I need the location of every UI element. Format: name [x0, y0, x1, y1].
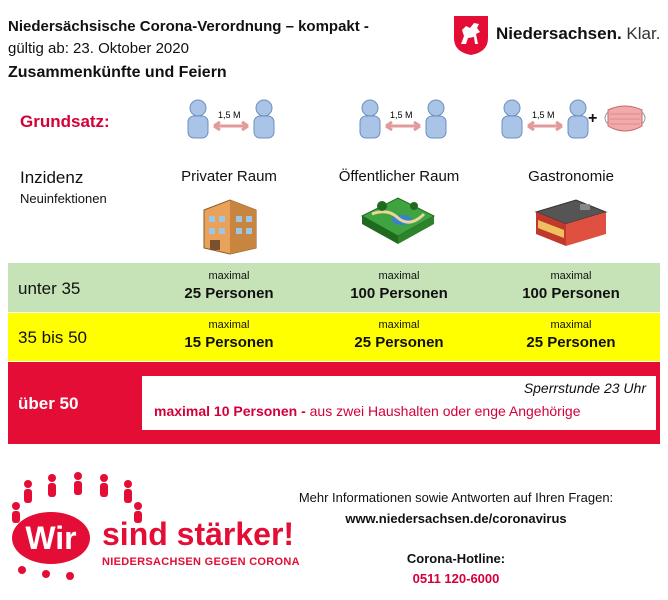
campaign-word-wir: Wir	[12, 512, 90, 564]
incidence-label: Inzidenz	[20, 168, 84, 187]
distance-label: 1,5 M	[390, 110, 413, 120]
document-title: Niedersächsische Corona-Verordnung – kompakt -	[8, 18, 369, 35]
park-icon	[358, 192, 438, 248]
distance-pictogram-gastro	[498, 96, 598, 142]
cell-private	[144, 270, 314, 302]
logo-wordmark	[496, 24, 660, 44]
hotline-label: Corona-Hotline:	[406, 551, 506, 566]
row-label: über 50	[18, 394, 79, 413]
document-subtitle: Zusammenkünfte und Feiern	[8, 64, 227, 81]
cell-gastro	[486, 319, 656, 351]
cell-public	[314, 270, 484, 302]
max-label: maximal	[208, 270, 250, 282]
apartment-building-icon	[196, 192, 266, 256]
hotline-number[interactable]: 0511 120-6000	[412, 571, 500, 586]
logo-name: Niedersachsen.	[496, 24, 622, 43]
restaurant-icon	[528, 192, 612, 250]
distance-pictogram-private	[184, 96, 284, 142]
max-persons: 25 Personen	[526, 334, 616, 351]
group-limit-text	[154, 403, 581, 419]
curfew-text: Sperrstunde 23 Uhr	[523, 380, 646, 396]
row-35-to-50	[8, 313, 660, 361]
row-label: unter 35	[18, 279, 81, 298]
max-label: maximal	[378, 319, 420, 331]
campaign-subline: NIEDERSACHSEN GEGEN CORONA	[102, 556, 300, 568]
row-over-50	[8, 362, 660, 444]
max-persons: 100 Personen	[350, 285, 448, 302]
face-mask-icon	[602, 100, 648, 138]
incidence-sublabel: Neuinfektionen	[20, 191, 107, 206]
niedersachsen-logo	[452, 14, 662, 56]
over-50-rules-box	[142, 376, 656, 430]
distance-label: 1,5 M	[218, 110, 241, 120]
row-label: 35 bis 50	[18, 328, 87, 347]
cell-private	[144, 319, 314, 351]
max-persons: 15 Personen	[184, 334, 274, 351]
info-url-link[interactable]: www.niedersachsen.de/coronavirus	[345, 511, 567, 526]
campaign-slogan: sind stärker!	[102, 516, 295, 552]
column-public-room: Öffentlicher Raum	[338, 168, 460, 185]
max-persons: 25 Personen	[184, 285, 274, 302]
distance-label: 1,5 M	[532, 110, 555, 120]
principle-label: Grundsatz:	[20, 112, 110, 131]
cell-public	[314, 319, 484, 351]
valid-from-date: gültig ab: 23. Oktober 2020	[8, 40, 189, 57]
more-info-text: Mehr Informationen sowie Antworten auf Ihren Fragen:	[298, 490, 614, 505]
column-private-room: Privater Raum	[181, 168, 277, 185]
group-limit-detail: aus zwei Haushalten oder enge Angehörige	[305, 403, 581, 419]
max-label: maximal	[378, 270, 420, 282]
horse-coat-of-arms-icon	[452, 14, 490, 56]
group-limit: maximal 10 Personen -	[154, 403, 306, 419]
logo-tagline: Klar.	[626, 24, 661, 43]
max-label: maximal	[550, 319, 592, 331]
max-persons: 25 Personen	[354, 334, 444, 351]
max-label: maximal	[208, 319, 250, 331]
row-under-35	[8, 263, 660, 312]
max-label: maximal	[550, 270, 592, 282]
column-gastronomy: Gastronomie	[528, 168, 614, 185]
max-persons: 100 Personen	[522, 285, 620, 302]
cell-gastro	[486, 270, 656, 302]
distance-pictogram-public	[356, 96, 456, 142]
plus-sign: +	[588, 110, 598, 127]
